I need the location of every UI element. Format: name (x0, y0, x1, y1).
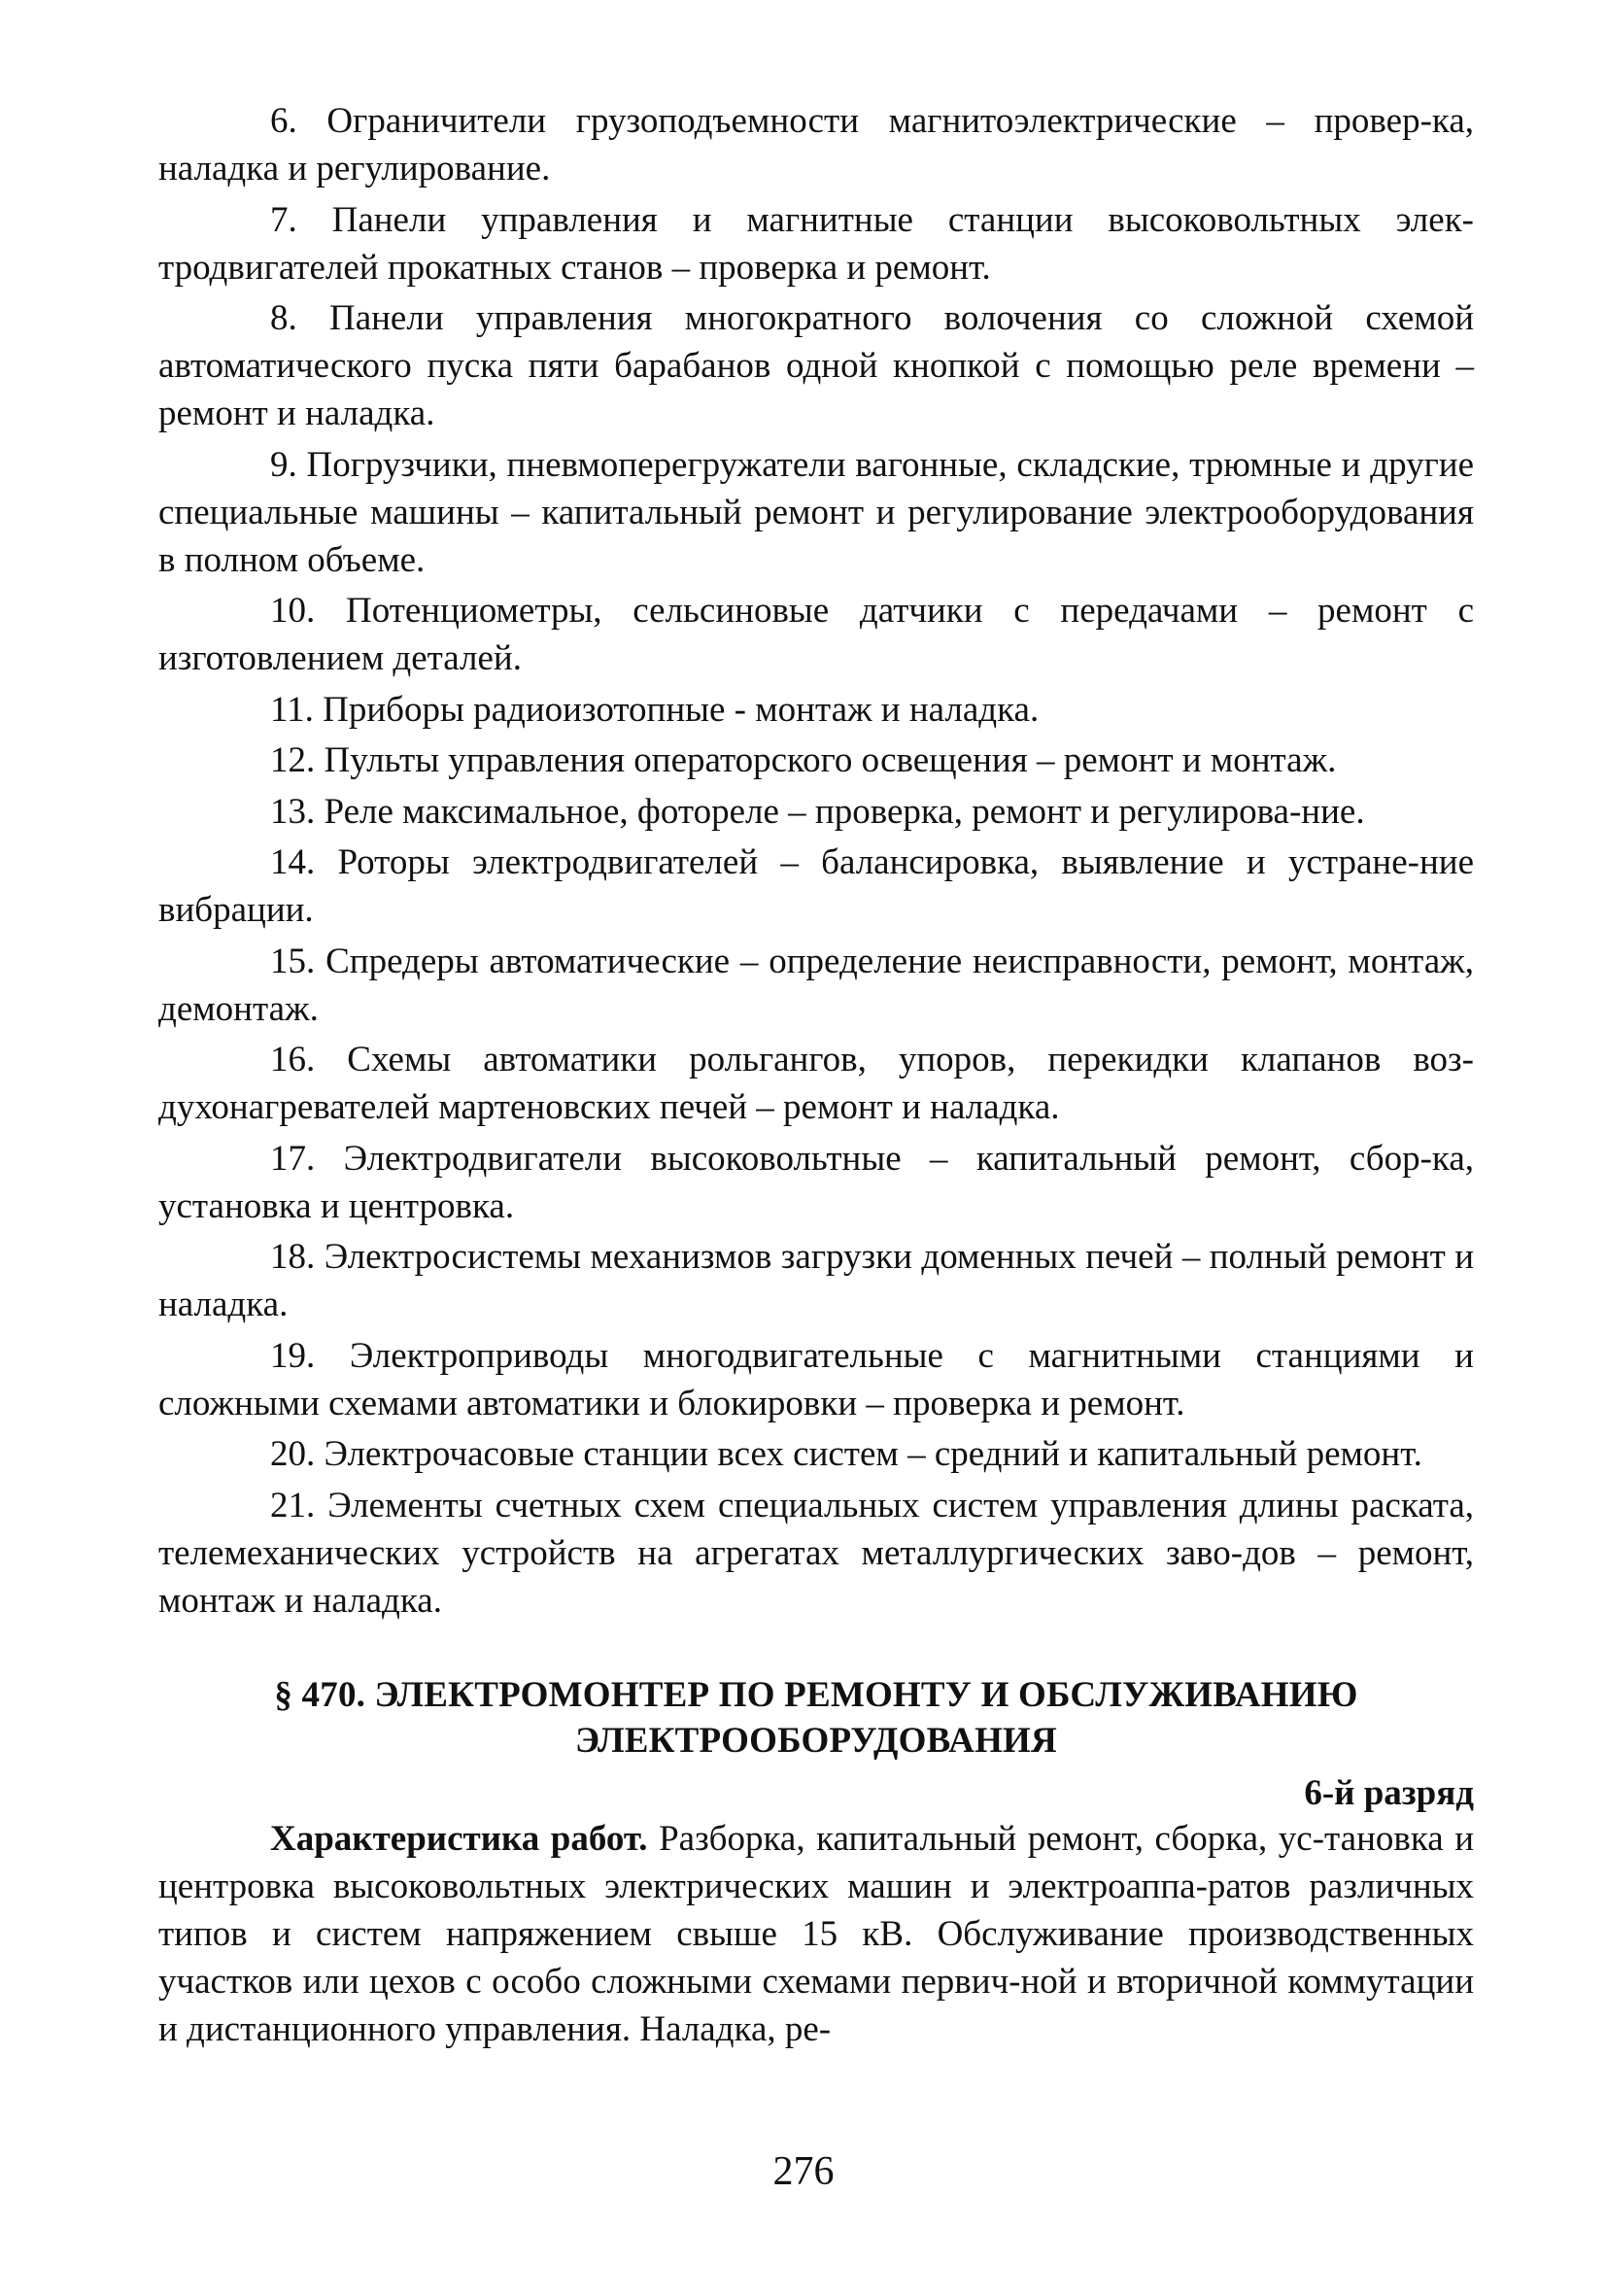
work-characteristics-text: Разборка, капитальный ремонт, сборка, ус-тановка и центровка высоковольтных электрических машин и электроаппа-ратов различных типов и систем напряжением свыше 15 кВ. Обслуживание производственных участков или цехов с особо сложными схемами первич-ной и вторичной коммутации и дистанционного управления. Наладка, ре- (158, 1818, 1475, 2049)
section-heading (158, 1672, 1474, 1764)
work-characteristics-lead: Характеристика работ. (270, 1818, 648, 1859)
list-item: 10. Потенциометры, сельсиновые датчики с передачами – ремонт с изготовлением деталей. (158, 591, 1474, 678)
work-items-list (158, 97, 1474, 1625)
list-item: 21. Элементы счетных схем специальных систем управления длины раската, телемеханических устройств на агрегатах металлургических заво-дов – ремонт, монтаж и наладка. (158, 1485, 1474, 1621)
section-heading-line-2: ЭЛЕКТРООБОРУДОВАНИЯ (575, 1720, 1057, 1761)
work-characteristics-paragraph (158, 1815, 1474, 2053)
page-number: 276 (772, 2149, 835, 2194)
list-item: 7. Панели управления и магнитные станции высоковольтных элек-тродвигателей прокатных станов – проверка и ремонт. (158, 199, 1474, 288)
section-heading-line-1: § 470. ЭЛЕКТРОМОНТЕР ПО РЕМОНТУ И ОБСЛУЖИВАНИЮ (274, 1674, 1358, 1715)
list-item: 13. Реле максимальное, фотореле – проверка, ремонт и регулирова-ние. (270, 791, 1365, 832)
list-item: 8. Панели управления многократного волочения со сложной схемой автоматического пуска пяти барабанов одной кнопкой с помощью реле времени – ремонт и наладка. (158, 298, 1474, 433)
list-item: 18. Электросистемы механизмов загрузки доменных печей – полный ремонт и наладка. (158, 1237, 1474, 1324)
list-item: 12. Пульты управления операторского освещения – ремонт и монтаж. (270, 740, 1337, 780)
list-item: 14. Роторы электродвигателей – балансировка, выявление и устране-ние вибрации. (158, 842, 1474, 930)
list-item: 6. Ограничители грузоподъемности магнитоэлектрические – провер-ка, наладка и регулирование. (158, 101, 1474, 188)
list-item: 15. Спредеры автоматические – определение неисправности, ремонт, монтаж, демонтаж. (158, 941, 1474, 1029)
page-body (158, 97, 1474, 2053)
list-item: 20. Электрочасовые станции всех систем – средний и капитальный ремонт. (270, 1434, 1422, 1474)
list-item: 11. Приборы радиоизотопные - монтаж и наладка. (270, 689, 1040, 730)
list-item: 19. Электроприводы многодвигательные с магнитными станциями и сложными схемами автоматики и блокировки – проверка и ремонт. (158, 1335, 1474, 1423)
list-item: 17. Электродвигатели высоковольтные – капитальный ремонт, сбор-ка, установка и центровка. (158, 1138, 1474, 1226)
list-item: 9. Погрузчики, пневмоперегружатели вагонные, складские, трюмные и другие специальные машины – капитальный ремонт и регулирование электрооборудования в полном объеме. (158, 444, 1474, 580)
list-item: 16. Схемы автоматики рольгангов, упоров, перекидки клапанов воз-духонагревателей мартеновских печей – ремонт и наладка. (158, 1040, 1474, 1127)
rank-label: 6-й разряд (1304, 1772, 1474, 1813)
